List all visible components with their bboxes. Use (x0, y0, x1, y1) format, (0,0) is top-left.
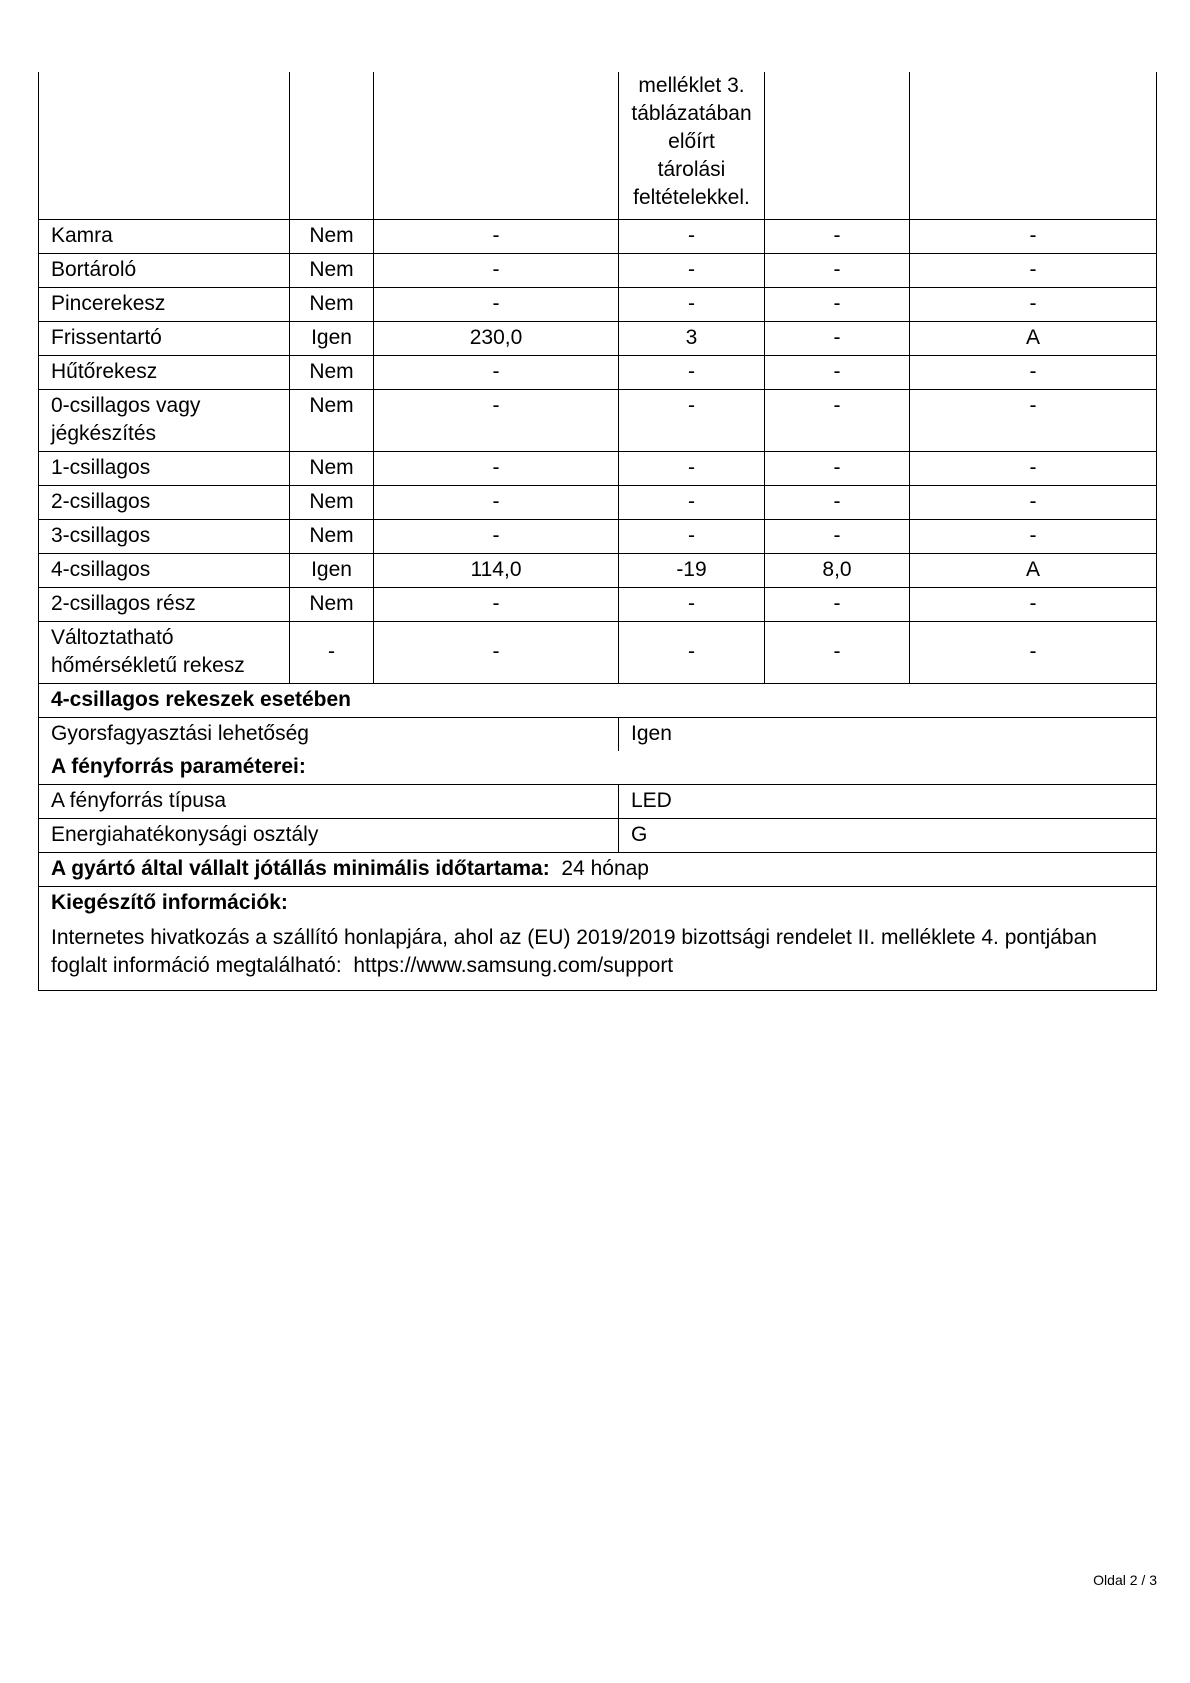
compartment-name-cell (39, 288, 290, 322)
four-star-heading: 4-csillagos rekeszek esetében (39, 684, 1157, 718)
class-cell: - (910, 220, 1157, 254)
volume-cell: - (374, 220, 619, 254)
compartment-name-cell (39, 322, 290, 356)
page-separator: / (1141, 1572, 1146, 1588)
energy-class-label: Energiahatékonysági osztály (39, 819, 619, 853)
temp-cell: - (619, 288, 765, 322)
compartment-name-cell (39, 220, 290, 254)
present-cell: Nem (290, 452, 374, 486)
present-cell: Igen (290, 554, 374, 588)
volume-cell: - (374, 254, 619, 288)
present-cell: Nem (290, 288, 374, 322)
compartment-name: 2-csillagos (51, 490, 151, 513)
class-cell: - (910, 486, 1157, 520)
compartment-name: 4-csillagos (51, 558, 151, 581)
continuation-line: tárolási (657, 158, 726, 181)
compartment-row (39, 356, 1157, 390)
volume-cell: - (374, 356, 619, 390)
fast-freeze-row (39, 718, 1157, 752)
compartment-name-cell (39, 588, 290, 622)
present-cell: Nem (290, 486, 374, 520)
temp-cell: - (619, 622, 765, 684)
capacity-cell: - (765, 322, 910, 356)
additional-text-prefix: foglalt információ megtalálható: (51, 954, 342, 977)
additional-text-row (39, 920, 1157, 991)
page-total: 3 (1149, 1572, 1157, 1588)
compartment-name-cell (39, 452, 290, 486)
compartment-name: Pincerekesz (51, 292, 166, 315)
volume-cell: - (374, 486, 619, 520)
present-cell: Nem (290, 254, 374, 288)
class-cell: A (910, 322, 1157, 356)
compartment-name: Hűtőrekesz (51, 360, 158, 383)
volume-cell: - (374, 288, 619, 322)
compartment-row (39, 322, 1157, 356)
volume-cell: - (374, 588, 619, 622)
compartment-name-cell (39, 356, 290, 390)
additional-text-line-1: Internetes hivatkozás a szállító honlapjára, ahol az (EU) 2019/2019 bizottsági rendelet II. melléklete 4. pontjában (51, 926, 1097, 949)
class-cell: - (910, 622, 1157, 684)
additional-text-line-2 (51, 952, 1144, 980)
class-cell: - (910, 452, 1157, 486)
compartment-row (39, 288, 1157, 322)
volume-cell: - (374, 390, 619, 452)
fast-freeze-value: Igen (619, 718, 1157, 752)
temp-cell: - (619, 452, 765, 486)
spec-document (38, 72, 1156, 991)
present-cell: Nem (290, 356, 374, 390)
temp-cell: 3 (619, 322, 765, 356)
page-footer (1093, 1572, 1157, 1588)
continuation-cell-name (39, 72, 290, 220)
continuation-row (39, 72, 1157, 220)
four-star-heading-row (39, 684, 1157, 718)
present-cell: Nem (290, 390, 374, 452)
compartment-name-cell (39, 486, 290, 520)
temp-cell: - (619, 520, 765, 554)
compartment-row (39, 622, 1157, 684)
present-cell: Igen (290, 322, 374, 356)
temp-cell: - (619, 356, 765, 390)
warranty-cell (39, 853, 1157, 887)
capacity-cell: - (765, 254, 910, 288)
temp-cell: - (619, 254, 765, 288)
capacity-cell: 8,0 (765, 554, 910, 588)
additional-heading-row (39, 887, 1157, 921)
capacity-cell: - (765, 520, 910, 554)
capacity-cell: - (765, 288, 910, 322)
continuation-cell-present (290, 72, 374, 220)
compartment-row (39, 390, 1157, 452)
continuation-cell-class (910, 72, 1157, 220)
class-cell: - (910, 588, 1157, 622)
additional-heading: Kiegészítő információk: (39, 887, 1157, 921)
compartment-name: 3-csillagos (51, 524, 151, 547)
class-cell: A (910, 554, 1157, 588)
compartment-name-cell (39, 520, 290, 554)
compartment-name-cell (39, 622, 290, 684)
present-cell: Nem (290, 588, 374, 622)
temp-cell: -19 (619, 554, 765, 588)
fast-freeze-label: Gyorsfagyasztási lehetőség (39, 718, 619, 752)
energy-class-row (39, 819, 1157, 853)
warranty-label: A gyártó által vállalt jótállás minimális időtartama: (51, 857, 550, 880)
compartment-name: 1-csillagos (51, 456, 151, 479)
light-source-heading-row (39, 751, 1157, 785)
capacity-cell: - (765, 356, 910, 390)
light-type-label: A fényforrás típusa (39, 785, 619, 819)
spec-table (38, 72, 1157, 991)
light-type-value: LED (619, 785, 1157, 819)
volume-cell: 230,0 (374, 322, 619, 356)
light-source-heading: A fényforrás paraméterei: (39, 751, 1157, 785)
temp-cell: - (619, 588, 765, 622)
continuation-line: táblázatában (631, 102, 752, 125)
capacity-cell: - (765, 486, 910, 520)
compartment-row (39, 254, 1157, 288)
class-cell: - (910, 254, 1157, 288)
volume-cell: - (374, 452, 619, 486)
capacity-cell: - (765, 390, 910, 452)
continuation-line: előírt (668, 130, 715, 153)
capacity-cell: - (765, 588, 910, 622)
temp-cell: - (619, 390, 765, 452)
continuation-cell-capacity (765, 72, 910, 220)
continuation-cell-volume (374, 72, 619, 220)
compartment-row (39, 588, 1157, 622)
warranty-row (39, 853, 1157, 887)
compartment-row (39, 554, 1157, 588)
warranty-value: 24 hónap (561, 857, 649, 880)
volume-cell: 114,0 (374, 554, 619, 588)
compartment-name: 0-csillagos vagy (51, 394, 201, 417)
compartment-row (39, 520, 1157, 554)
compartment-name: 2-csillagos rész (51, 592, 196, 615)
capacity-cell: - (765, 220, 910, 254)
page-label: Oldal (1093, 1572, 1126, 1588)
compartment-row (39, 486, 1157, 520)
capacity-cell: - (765, 622, 910, 684)
class-cell: - (910, 288, 1157, 322)
compartment-name-cell (39, 254, 290, 288)
compartment-name-cell (39, 554, 290, 588)
temp-cell: - (619, 220, 765, 254)
class-cell: - (910, 520, 1157, 554)
volume-cell: - (374, 520, 619, 554)
compartment-name-cell (39, 390, 290, 452)
capacity-cell: - (765, 452, 910, 486)
continuation-line: feltételekkel. (633, 186, 750, 209)
compartment-name: hőmérsékletű rekesz (51, 654, 245, 677)
additional-text-cell (39, 920, 1157, 991)
compartment-row (39, 452, 1157, 486)
class-cell: - (910, 390, 1157, 452)
compartment-name: Kamra (51, 224, 113, 247)
energy-class-value: G (619, 819, 1157, 853)
present-cell: Nem (290, 220, 374, 254)
compartment-name: Frissentartó (51, 326, 162, 349)
volume-cell: - (374, 622, 619, 684)
present-cell: Nem (290, 520, 374, 554)
light-type-row (39, 785, 1157, 819)
continuation-line: melléklet 3. (638, 74, 745, 97)
continuation-cell-storage (619, 72, 765, 220)
class-cell: - (910, 356, 1157, 390)
temp-cell: - (619, 486, 765, 520)
compartment-row (39, 220, 1157, 254)
compartment-name: jégkészítés (51, 422, 157, 445)
page-current: 2 (1129, 1572, 1138, 1588)
compartment-name: Bortároló (51, 258, 137, 281)
present-cell: - (290, 622, 374, 684)
compartment-name: Változtatható (51, 626, 174, 649)
support-link[interactable]: https://www.samsung.com/support (353, 954, 674, 977)
